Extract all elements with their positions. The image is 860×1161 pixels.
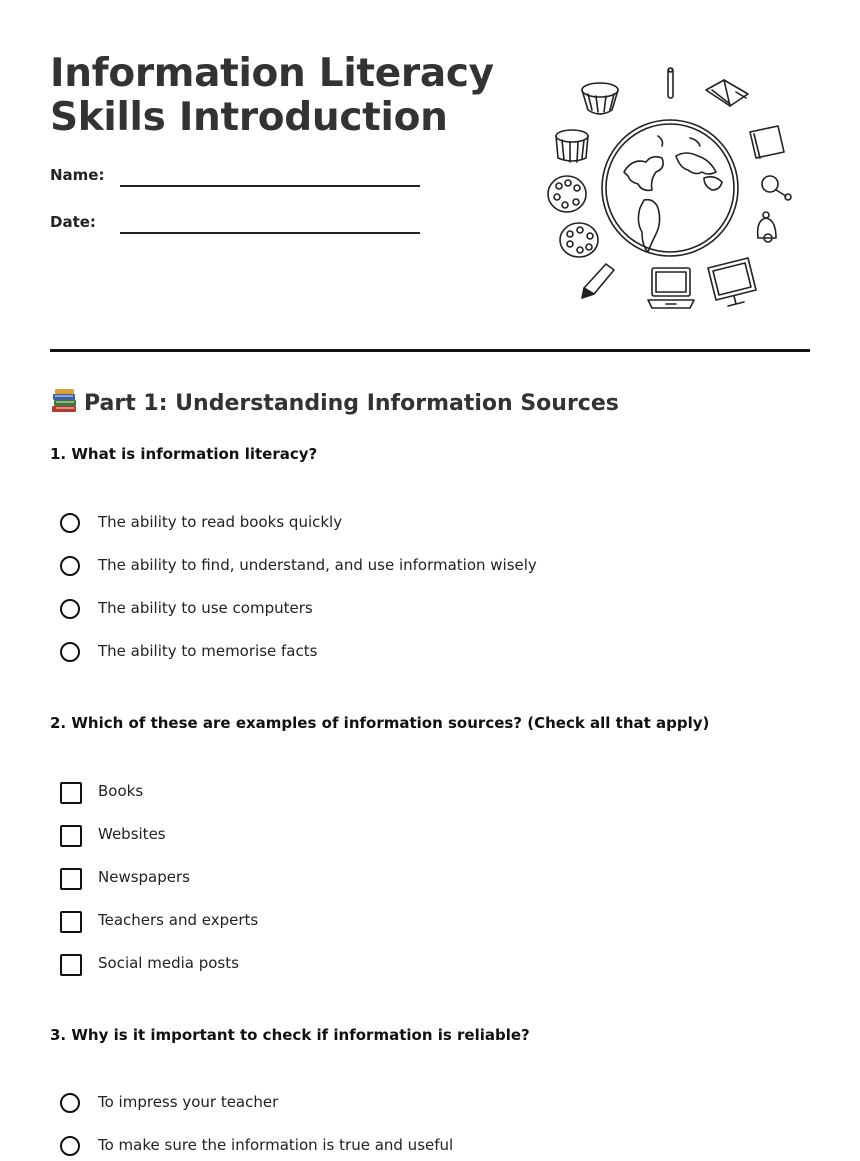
option-label: The ability to memorise facts [98, 642, 318, 660]
checkbox[interactable] [60, 825, 82, 847]
option-label: The ability to read books quickly [98, 513, 343, 531]
option-label: To impress your teacher [98, 1093, 279, 1111]
question-3-text: 3. Why is it important to check if information is reliable? [50, 1026, 530, 1044]
question-1-option-4[interactable] [60, 641, 760, 667]
worksheet-title [50, 52, 510, 140]
section-title-part-1 [50, 388, 619, 416]
question-1-option-3[interactable] [60, 598, 760, 624]
radio-button[interactable] [60, 556, 80, 576]
option-label: The ability to use computers [98, 599, 313, 617]
question-2-option-1[interactable] [60, 781, 760, 807]
option-label: The ability to find, understand, and use information wisely [98, 556, 537, 574]
question-1-option-1[interactable] [60, 512, 760, 538]
checkbox[interactable] [60, 782, 82, 804]
question-3-option-1[interactable] [60, 1092, 760, 1118]
checkbox[interactable] [60, 868, 82, 890]
question-1-text: 1. What is information literacy? [50, 445, 318, 463]
section-title-text: Part 1: Understanding Information Sources [84, 391, 619, 416]
option-label: Books [98, 782, 144, 800]
question-2-option-3[interactable] [60, 867, 760, 893]
name-line[interactable] [120, 185, 420, 187]
radio-button[interactable] [60, 1093, 80, 1113]
question-1-option-2[interactable] [60, 555, 760, 581]
header-divider [50, 349, 810, 352]
date-line[interactable] [120, 232, 420, 234]
title-line-1: Information Literacy [50, 51, 494, 96]
checkbox[interactable] [60, 911, 82, 933]
checkbox[interactable] [60, 954, 82, 976]
date-label: Date: [50, 213, 96, 231]
question-2-option-2[interactable] [60, 824, 760, 850]
radio-button[interactable] [60, 513, 80, 533]
question-3-option-2[interactable] [60, 1135, 760, 1161]
date-field[interactable] [50, 213, 430, 237]
name-field[interactable] [50, 166, 430, 190]
radio-button[interactable] [60, 1136, 80, 1156]
question-2-text: 2. Which of these are examples of information sources? (Check all that apply) [50, 714, 710, 732]
option-label: Teachers and experts [98, 911, 259, 929]
option-label: Newspapers [98, 868, 190, 886]
option-label: To make sure the information is true and useful [98, 1136, 454, 1154]
radio-button[interactable] [60, 642, 80, 662]
title-line-2: Skills Introduction [50, 95, 448, 140]
option-label: Social media posts [98, 954, 239, 972]
books-icon [50, 388, 78, 414]
name-label: Name: [50, 166, 105, 184]
question-2-option-5[interactable] [60, 953, 760, 979]
globe-surrounded-by-books-drums-computers-icon [540, 60, 800, 320]
question-2-option-4[interactable] [60, 910, 760, 936]
radio-button[interactable] [60, 599, 80, 619]
option-label: Websites [98, 825, 166, 843]
